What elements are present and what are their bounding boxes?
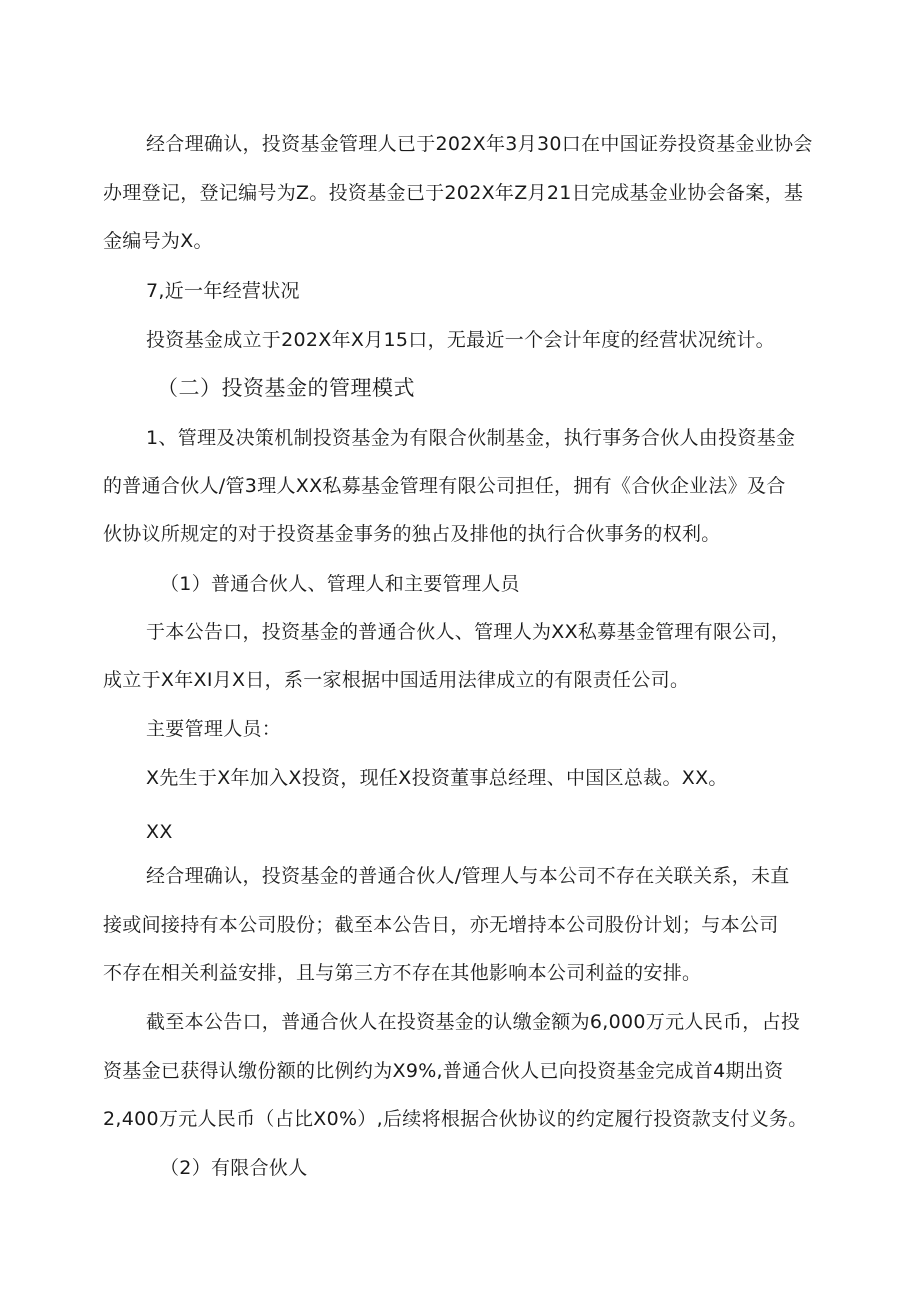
paragraph-line: 金编号为X。	[103, 230, 213, 252]
paragraph-line: XX	[146, 821, 173, 843]
paragraph-line: 不存在相关利益安排，且与第三方不存在其他影响本公司利益的安排。	[103, 962, 702, 984]
paragraph-line: X先生于X年加入X投资，现任X投资董事总经理、中国区总裁。XX。	[146, 767, 728, 789]
paragraph-line: 截至本公告口，普通合伙人在投资基金的认缴金额为6,000万元人民币，占投	[146, 1011, 801, 1033]
paragraph-line: 于本公告口，投资基金的普通合伙人、管理人为XX私募基金管理有限公司，	[146, 621, 791, 643]
section-subheading: 7,近一年经营状况	[146, 280, 300, 302]
paragraph-line: 2,400万元人民币（占比X0%）,后续将根据合伙协议的约定履行投资款支付义务。	[103, 1108, 808, 1130]
paragraph-line: 成立于X年XI月X日，系一家根据中国适用法律成立的有限责任公司。	[103, 669, 690, 691]
subsection-heading: （2）有限合伙人	[160, 1157, 308, 1179]
paragraph-line: 的普通合伙人/管3理人XX私募基金管理有限公司担任，拥有《合伙企业法》及合	[103, 475, 786, 497]
paragraph-line: 资基金已获得认缴份额的比例约为X9%,普通合伙人已向投资基金完成首4期出资	[103, 1060, 784, 1082]
paragraph-line: 1、管理及决策机制投资基金为有限合伙制基金，执行事务合伙人由投资基金	[146, 427, 796, 449]
paragraph-line: 伙协议所规定的对于投资基金事务的独占及排他的执行合伙事务的权利。	[103, 523, 721, 545]
paragraph-line: 经合理确认，投资基金管理人已于202X年3月30口在中国证券投资基金业协会	[146, 133, 813, 155]
subsection-heading: （1）普通合伙人、管理人和主要管理人员	[160, 573, 520, 595]
paragraph-line: 接或间接持有本公司股份；截至本公告日，亦无增持本公司股份计划；与本公司	[103, 914, 779, 936]
paragraph-line: 主要管理人员：	[146, 718, 282, 740]
paragraph-line: 投资基金成立于202X年X月15口，无最近一个会计年度的经营状况统计。	[146, 329, 775, 351]
paragraph-line: 办理登记，登记编号为Z。投资基金已于202X年Z月21日完成基金业协会备案，基	[103, 182, 804, 204]
paragraph-line: 经合理确认，投资基金的普通合伙人/管理人与本公司不存在关联关系，未直	[146, 865, 790, 887]
section-heading: （二）投资基金的管理模式	[157, 376, 415, 400]
